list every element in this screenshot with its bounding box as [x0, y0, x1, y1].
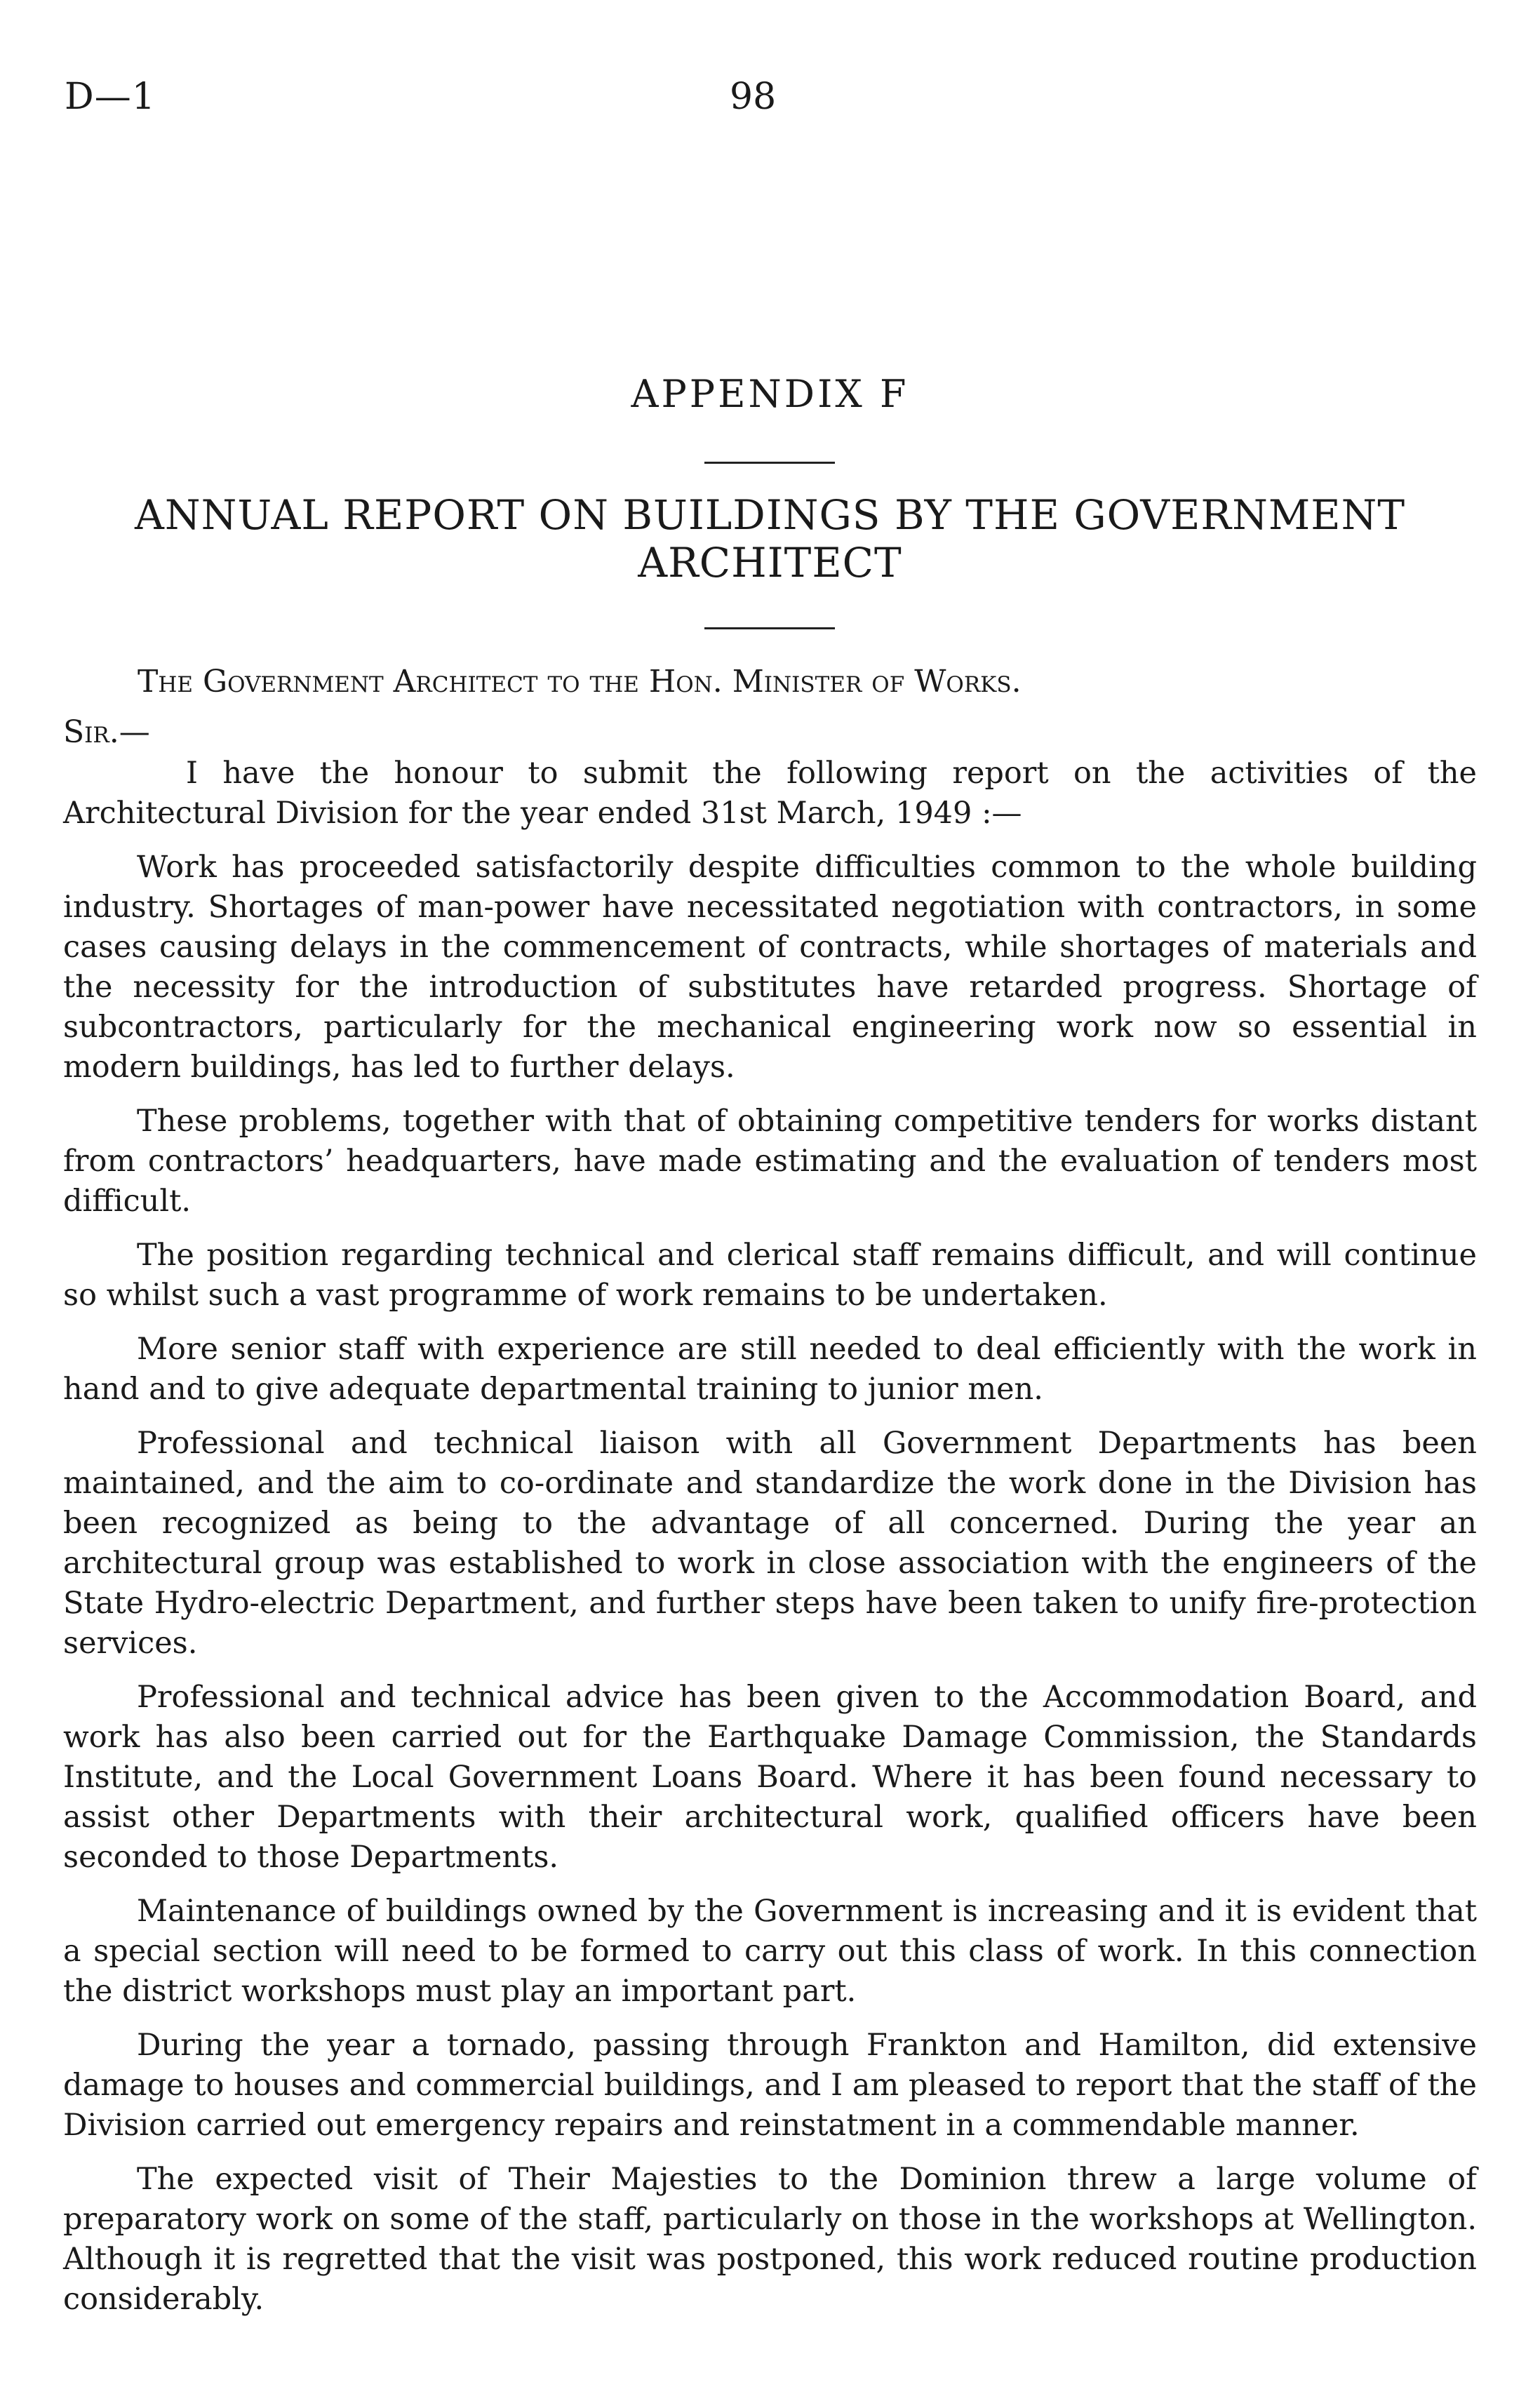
salutation: Sir.—	[63, 714, 150, 750]
heading-divider-top	[704, 462, 835, 464]
paragraph: More senior staff with experience are still needed to deal efficiently with the work in hand and to give adequate departmental training to junior men.	[63, 1332, 1477, 1407]
paragraph: Work has proceeded satisfactorily despite difficulties common to the whole building industry. Shortages of man-power have necessitated negotiation with contractors, in some cases causing delays in the commencement of contracts, while shortages of materials and the necessity for the introduction of substitutes have retarded progress. Shortage of subcontractors, particularly for the mechanical engineering work now so essential in modern buildings, has led to further delays.	[63, 850, 1477, 1085]
paragraph: The position regarding technical and clerical staff remains difficult, and will continue so whilst such a vast programme of work remains to be undertaken.	[63, 1238, 1477, 1313]
heading-divider-bottom	[704, 627, 835, 629]
paragraph: I have the honour to submit the following report on the activities of the Architectural Division for the year ended 31st March, 1949 :—	[63, 756, 1477, 831]
paragraph: Maintenance of buildings owned by the Government is increasing and it is evident that a special section will need to be formed to carry out this class of work. In this connection the district workshops must play an important part.	[63, 1894, 1477, 2009]
paragraph: During the year a tornado, passing through Frankton and Hamilton, did extensive damage to houses and commercial buildings, and I am pleased to report that the staff of the Division carried out emergency repairs and reinstatment in a commendable manner.	[63, 2028, 1477, 2143]
document-reference: D—1	[65, 76, 156, 118]
appendix-heading: APPENDIX F	[631, 372, 909, 416]
paragraph: These problems, together with that of obtaining competitive tenders for works distant from contractors’ headquarters, have made estimating and the evaluation of tenders most difficult.	[63, 1104, 1477, 1219]
paragraph: Professional and technical liaison with all Government Departments has been maintained, and the aim to co-ordinate and standardize the work done in the Division has been recognized as being to the advantage of all concerned. During the year an architectural group was established to work in close association with the engineers of the State Hydro-electric Department, and further steps have been taken to unify fire-protection services.	[63, 1426, 1477, 1661]
address-line: The Government Architect to the Hon. Minister of Works.	[138, 664, 1022, 700]
paragraph: Professional and technical advice has been given to the Accommodation Board, and work has also been carried out for the Earthquake Damage Commission, the Standards Institute, and the Local Government Loans Board. Where it has been found necessary to assist other Departments with their architectural work, qualified officers have been seconded to those Departments.	[63, 1680, 1477, 1875]
report-body	[63, 754, 1477, 2334]
paragraph: The expected visit of Their Majesties to the Dominion threw a large volume of preparatory work on some of the staff, particularly on those in the workshops at Wellington. Although it is regretted that the visit was postponed, this work reduced routine production considerably.	[63, 2162, 1477, 2317]
report-title: ANNUAL REPORT ON BUILDINGS BY THE GOVERNMENT ARCHITECT	[134, 491, 1406, 587]
page-number: 98	[730, 76, 777, 118]
